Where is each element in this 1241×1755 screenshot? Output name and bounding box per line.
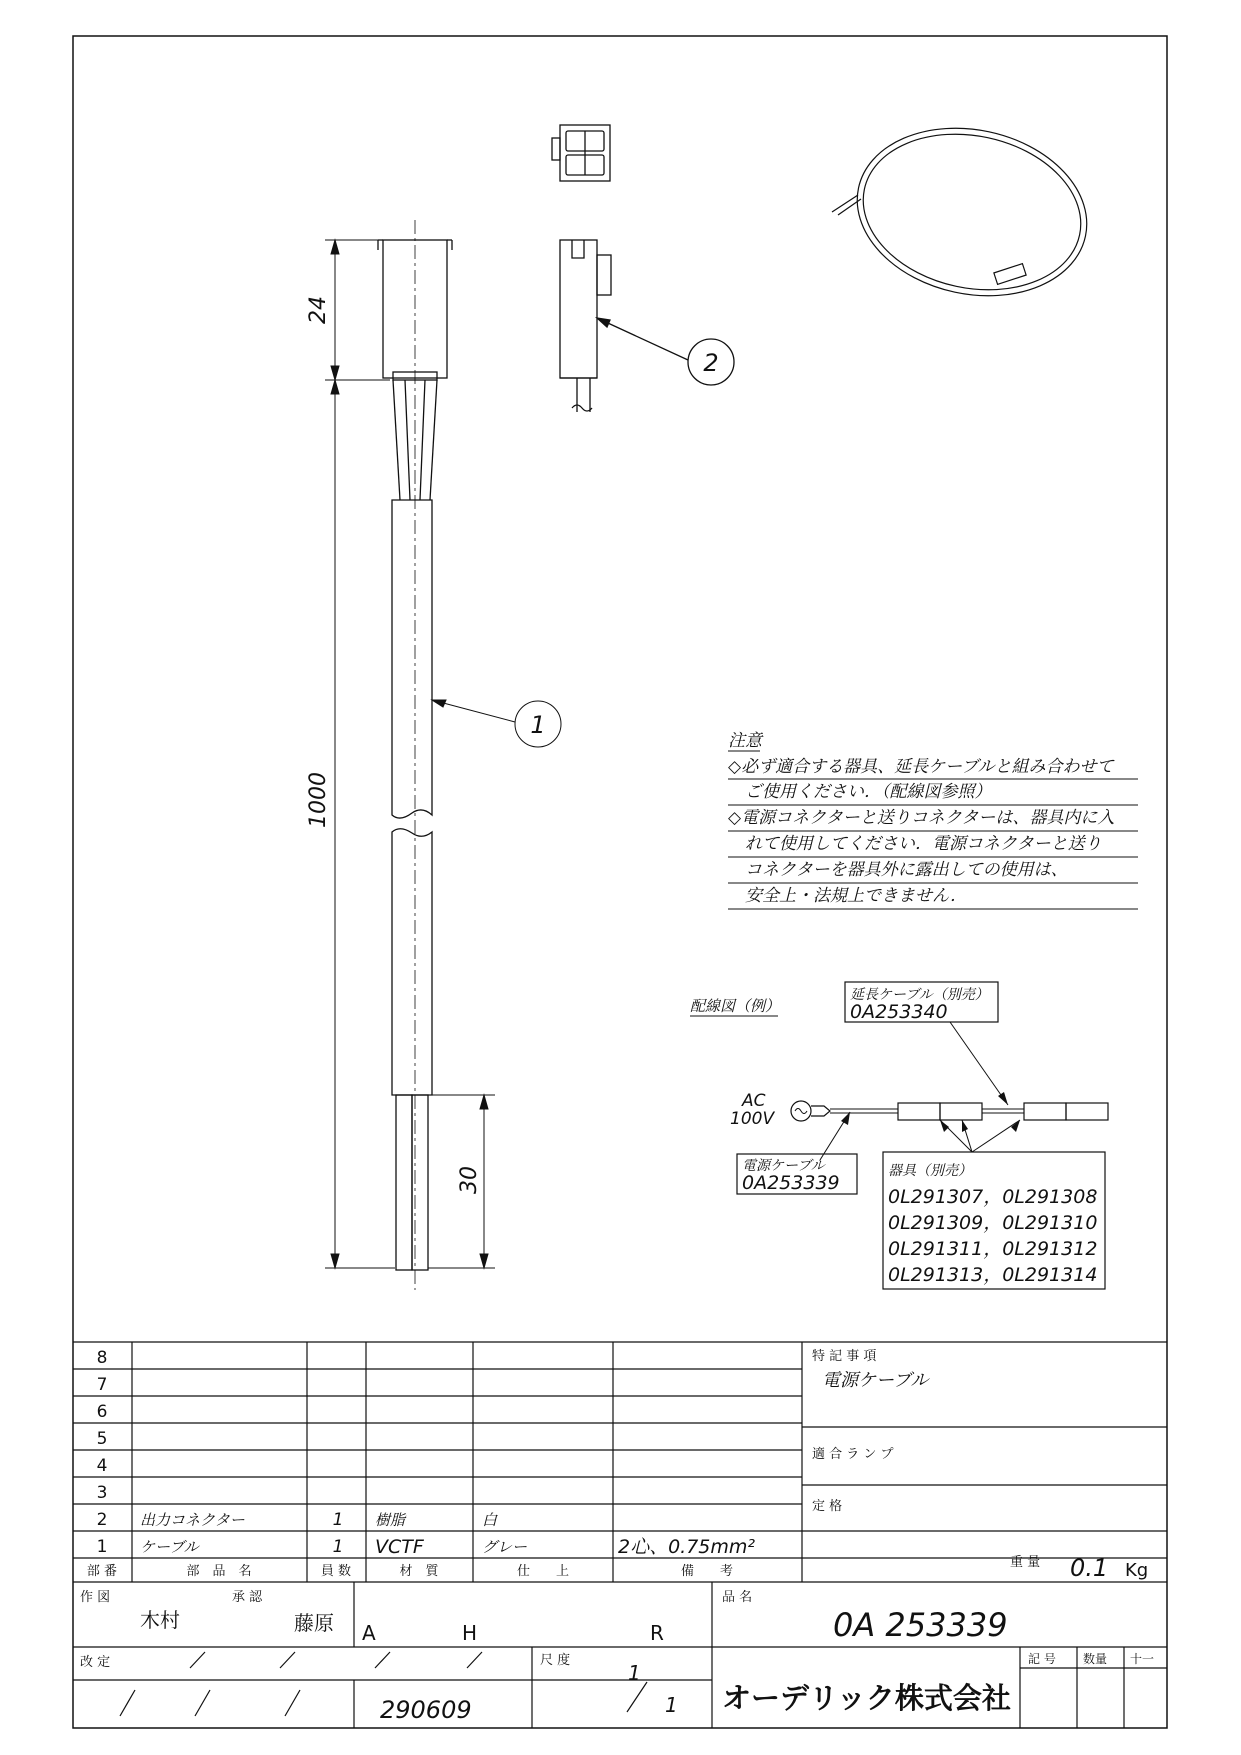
notes-heading: 注意	[728, 731, 762, 751]
ac-label: AC	[742, 1091, 766, 1111]
revision-r: R	[650, 1621, 664, 1645]
special-notes-value: 電源ケーブル	[822, 1370, 929, 1391]
special-notes-label: 特 記 事 項	[812, 1349, 877, 1364]
row-name: ケーブル	[140, 1538, 199, 1556]
parts-header	[87, 1563, 733, 1579]
header-no: 部 番	[86, 1564, 118, 1579]
note-line-3: ◇電源コネクターと送りコネクターは、器具内に入	[728, 808, 1115, 828]
row-no: 3	[96, 1483, 108, 1503]
connector-side-view	[560, 240, 734, 412]
voltage-label: 100V	[730, 1109, 775, 1129]
dim-cable-length: 1000	[306, 772, 331, 828]
table-row	[97, 1375, 108, 1395]
spec-panel	[812, 1348, 1148, 1582]
drawing-date: 290609	[380, 1696, 472, 1724]
table-row	[97, 1456, 108, 1476]
approved-by-label: 承 認	[232, 1590, 263, 1605]
weight-label: 重 量	[1010, 1555, 1041, 1570]
note-line-2: ご使用ください．（配線図参照）	[745, 782, 992, 802]
row-qty: 1	[332, 1510, 344, 1530]
scale-denominator: 1	[665, 1693, 678, 1717]
row-no: 5	[96, 1429, 108, 1449]
parts-rows	[97, 1348, 756, 1558]
row-no: 4	[96, 1456, 108, 1476]
header-qty: 員 数	[320, 1564, 352, 1579]
product-name-label: 品 名	[722, 1590, 753, 1605]
cable-coil-illustration	[832, 108, 1103, 317]
table-row	[97, 1483, 108, 1503]
weight-unit: Kg	[1125, 1560, 1149, 1581]
dim-strip-length: 30	[457, 1166, 482, 1194]
scale-numerator: 1	[628, 1661, 641, 1685]
callout-1-label: 1	[530, 711, 546, 739]
drawn-by-label: 作 図	[80, 1590, 111, 1605]
row-no: 2	[96, 1510, 108, 1530]
row-name: 出力コネクター	[140, 1511, 245, 1529]
fixture-label: 器具（別売）	[888, 1163, 972, 1179]
header-remarks: 備 考	[680, 1564, 734, 1579]
table-row	[97, 1348, 108, 1368]
weight-value: 0.1	[1070, 1554, 1109, 1582]
power-cable-code: 0A253339	[742, 1172, 840, 1194]
plusminus-label: 十一	[1130, 1652, 1155, 1666]
row-finish: グレー	[482, 1538, 528, 1556]
sheet-border	[73, 36, 1167, 1728]
wiring-title: 配線図（例）	[690, 997, 781, 1015]
connector-top-view	[552, 125, 610, 181]
table-row	[97, 1402, 108, 1422]
notes-block	[728, 731, 1138, 909]
note-line-4: れて使用してください．電源コネクターと送り	[745, 834, 1102, 854]
revision-h: H	[462, 1621, 478, 1645]
table-row	[97, 1510, 498, 1530]
note-line-5: コネクターを器具外に露出しての使用は、	[745, 860, 1068, 880]
row-material: 樹脂	[375, 1511, 406, 1529]
power-cable-label: 電源ケーブル	[742, 1158, 825, 1174]
row-qty: 1	[332, 1537, 344, 1557]
count-label: 数量	[1083, 1652, 1108, 1666]
rating-label: 定 格	[812, 1499, 843, 1514]
product-code: 0A 253339	[833, 1606, 1008, 1644]
table-row	[97, 1429, 108, 1449]
row-no: 6	[96, 1402, 108, 1422]
note-line-6: 安全上・法規上できません．	[745, 886, 968, 906]
header-finish: 仕 上	[516, 1564, 570, 1579]
row-no: 8	[96, 1348, 108, 1368]
compatible-lamp-label: 適 合 ラ ン プ	[812, 1447, 894, 1462]
row-no: 1	[96, 1537, 108, 1557]
company-name: オーデリック株式会社	[722, 1681, 1011, 1715]
row-no: 7	[96, 1375, 108, 1395]
fixture-code-4: 0L291313，0L291314	[888, 1264, 1098, 1286]
title-block-text	[80, 1590, 1154, 1724]
dimension-lines	[325, 240, 495, 1268]
note-line-1: ◇必ず適合する器具、延長ケーブルと組み合わせて	[728, 757, 1114, 777]
symbol-label: 記 号	[1028, 1652, 1056, 1666]
row-remarks: 2心、0.75mm²	[618, 1536, 756, 1558]
approved-by-name: 藤原	[294, 1611, 334, 1635]
fixture-code-3: 0L291311，0L291312	[888, 1238, 1098, 1260]
row-finish: 白	[482, 1511, 498, 1529]
table-row	[97, 1536, 756, 1558]
revision-label: 改 定	[80, 1655, 111, 1670]
row-material: VCTF	[375, 1536, 424, 1558]
wiring-diagram	[690, 982, 1108, 1289]
dim-connector-length: 24	[306, 296, 331, 324]
drawn-by-name: 木村	[140, 1608, 180, 1632]
scale-label: 尺 度	[540, 1653, 571, 1668]
header-name: 部 品 名	[186, 1564, 252, 1579]
revision-a: A	[362, 1621, 376, 1645]
fixture-code-2: 0L291309，0L291310	[888, 1212, 1098, 1234]
callout-2-label: 2	[703, 349, 719, 377]
extension-cable-code: 0A253340	[850, 1001, 948, 1023]
fixture-code-1: 0L291307，0L291308	[888, 1186, 1098, 1208]
header-material: 材 質	[399, 1564, 439, 1579]
extension-cable-label: 延長ケーブル（別売）	[850, 987, 989, 1003]
